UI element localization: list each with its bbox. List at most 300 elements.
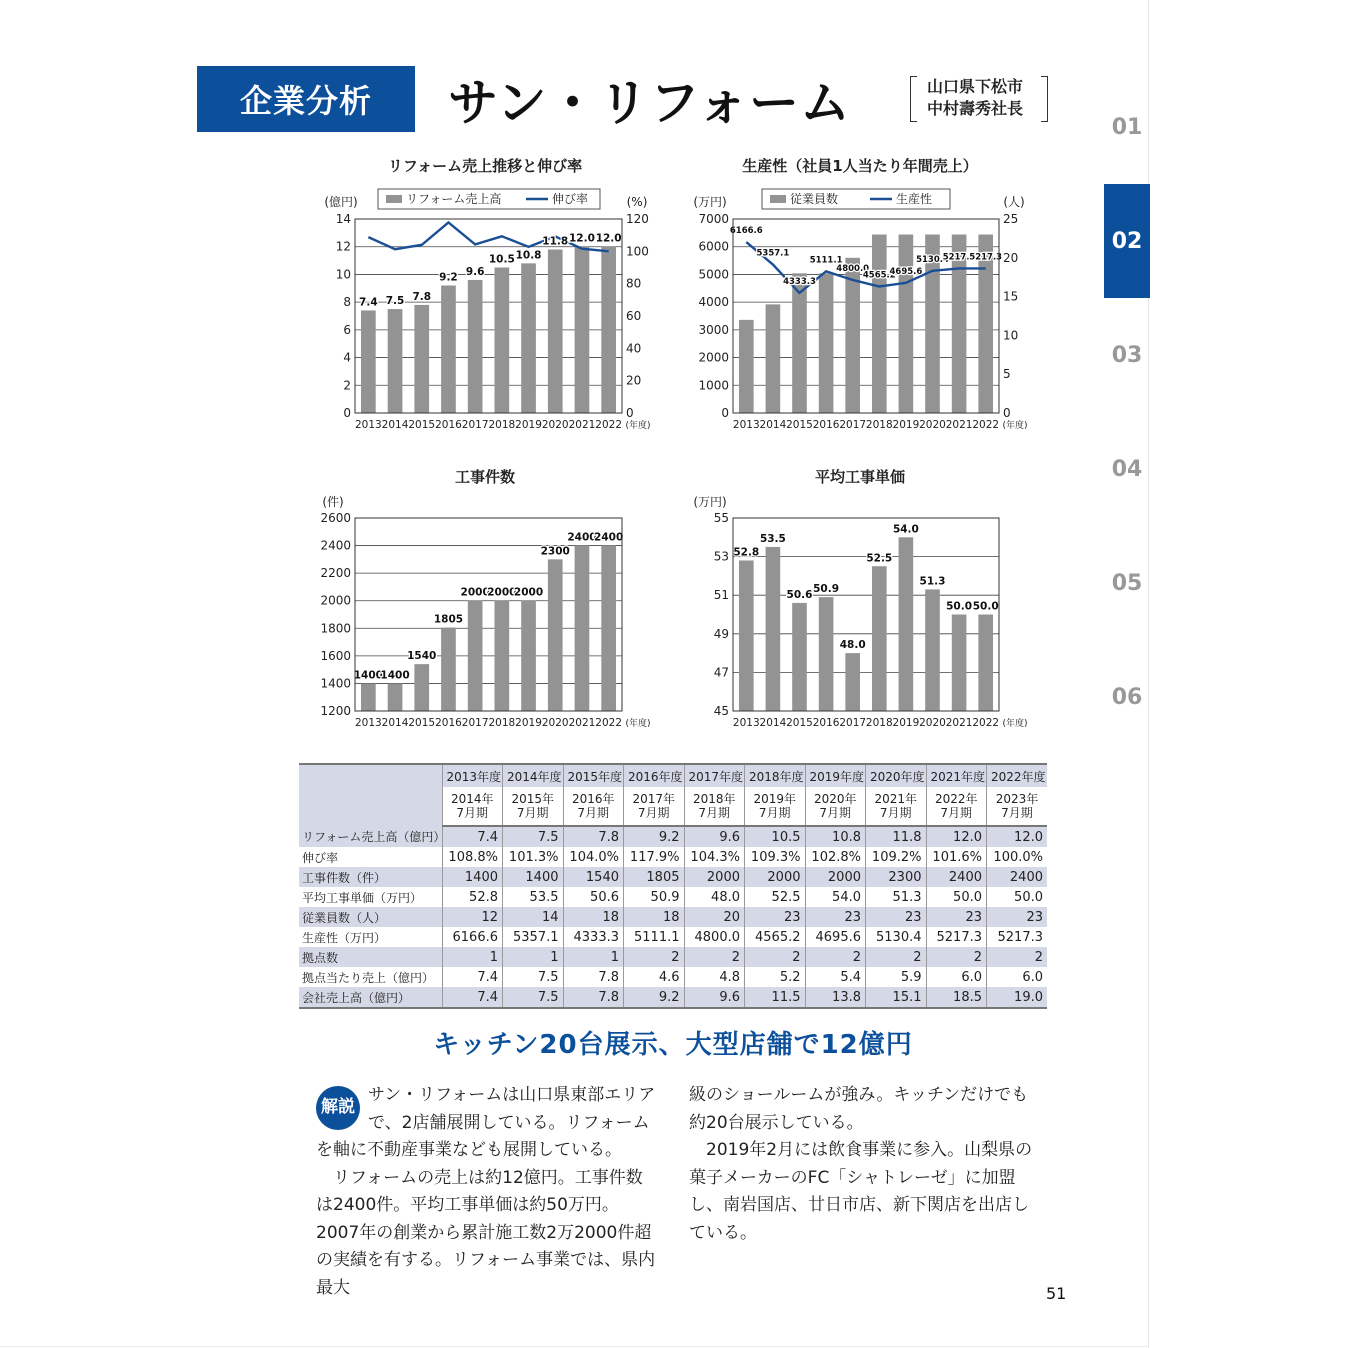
table-cell: 50.0: [987, 887, 1048, 907]
bar: [521, 601, 536, 711]
y2-tick-label: 0: [1003, 406, 1011, 420]
table-cell: 5217.3: [987, 927, 1048, 947]
y-tick-label: 4: [343, 350, 351, 365]
data-label: 5130.4: [916, 254, 949, 265]
legend-bar-swatch: [386, 195, 402, 203]
x-tick-label: 2013: [354, 717, 382, 729]
table-cell: 1540: [563, 867, 624, 887]
table-cell: 2: [684, 947, 745, 967]
table-header-period: 2016年 7月期: [563, 787, 624, 826]
table-cell: 51.3: [866, 887, 927, 907]
x-tick-label: 2018: [488, 717, 516, 729]
legend-label: 生産性: [896, 192, 933, 206]
y2-tick-label: 80: [626, 276, 642, 291]
data-label: 5217.3: [969, 252, 1003, 263]
y-tick-label: 2: [343, 378, 351, 393]
data-label: 1805: [433, 613, 464, 626]
x-axis-unit: (年度): [625, 421, 651, 431]
x-tick-label: 2020: [919, 419, 946, 431]
bar: [575, 546, 590, 711]
table-cell: 5111.1: [624, 927, 685, 947]
bar: [388, 683, 403, 711]
article-column-left: [316, 1082, 658, 1302]
table-cell: 7.4: [442, 826, 503, 847]
x-tick-label: 2013: [354, 419, 382, 431]
bar: [766, 304, 781, 413]
x-tick-label: 2015: [408, 419, 436, 431]
table-header-year: 2022年度: [987, 764, 1048, 787]
page-title: サン・リフォーム: [448, 74, 851, 132]
table-cell: 2: [926, 947, 987, 967]
y-tick-label: 4000: [698, 295, 729, 310]
row-label: 工事件数（件）: [299, 867, 442, 887]
table-cell: 50.9: [624, 887, 685, 907]
x-tick-label: 2022: [595, 419, 623, 431]
data-label: 12.0: [568, 232, 595, 245]
bar: [739, 320, 754, 413]
x-axis-unit: (年度): [1002, 421, 1028, 431]
bar: [548, 559, 563, 711]
y-tick-label: 1200: [320, 704, 351, 718]
legend-label: リフォーム売上高: [406, 192, 502, 206]
y-tick-label: 45: [713, 704, 729, 718]
data-label: 4695.6: [889, 266, 923, 277]
x-tick-label: 2016: [435, 717, 462, 729]
x-axis-unit: (年度): [1002, 719, 1028, 729]
table-header-period: 2017年 7月期: [624, 787, 685, 826]
bar: [521, 263, 536, 413]
table-cell: 52.5: [745, 887, 806, 907]
x-tick-label: 2022: [972, 717, 1000, 729]
x-tick-label: 2013: [732, 717, 760, 729]
data-label: 2000: [513, 586, 544, 599]
y2-tick-label: 0: [626, 406, 634, 420]
data-label: 7.4: [359, 296, 378, 309]
y2-tick-label: 40: [626, 341, 642, 356]
table-header-period: 2023年 7月期: [987, 787, 1048, 826]
x-tick-label: 2019: [515, 419, 542, 431]
table-cell: 23: [987, 907, 1048, 927]
x-tick-label: 2021: [945, 419, 973, 431]
table-cell: 7.8: [563, 987, 624, 1008]
table-header-year: 2017年度: [684, 764, 745, 787]
bar: [495, 268, 510, 414]
y-tick-label: 6: [343, 322, 351, 337]
data-label: 48.0: [839, 639, 866, 652]
table-cell: 7.5: [503, 826, 564, 847]
y2-tick-label: 100: [626, 244, 649, 259]
chart-title: 工事件数: [454, 468, 516, 486]
data-label: 4333.3: [783, 276, 816, 287]
bar: [575, 247, 590, 413]
y-axis-unit: (万円): [693, 495, 727, 509]
y-tick-label: 2000: [698, 350, 729, 365]
table-cell: 10.8: [805, 826, 866, 847]
x-tick-label: 2014: [381, 717, 409, 729]
table-cell: 7.5: [503, 967, 564, 987]
bar: [495, 601, 510, 711]
chart-title: 生産性（社員1人当たり年間売上）: [742, 157, 978, 175]
table-cell: 5357.1: [503, 927, 564, 947]
legend-bar-swatch: [770, 195, 786, 203]
table-cell: 104.0%: [563, 847, 624, 867]
bar: [872, 566, 887, 711]
table-header-period: 2020年 7月期: [805, 787, 866, 826]
data-label: 52.5: [866, 552, 893, 565]
bar: [441, 628, 456, 711]
table-cell: 5.4: [805, 967, 866, 987]
row-label: 伸び率: [302, 850, 339, 865]
data-label: 1400: [380, 669, 410, 682]
chart-title: 平均工事単価: [814, 468, 906, 486]
x-tick-label: 2019: [892, 717, 920, 729]
tab-06[interactable]: 06: [1111, 684, 1143, 710]
y-tick-label: 2000: [320, 593, 351, 608]
y-tick-label: 47: [713, 665, 729, 680]
row-label: 拠点数: [299, 947, 442, 967]
y-tick-label: 49: [713, 626, 729, 641]
data-label: 52.8: [733, 546, 760, 559]
data-label: 1400: [353, 669, 383, 682]
section-badge: 企業分析: [197, 66, 415, 132]
table-cell: 2: [745, 947, 806, 967]
y-tick-label: 1000: [698, 378, 729, 393]
table-header-period: 2014年 7月期: [442, 787, 503, 826]
data-label: 2000: [460, 586, 490, 599]
y-axis-unit: (件): [322, 495, 344, 509]
data-label: 50.9: [813, 583, 840, 596]
y-tick-label: 0: [721, 406, 729, 420]
table-cell: 9.6: [684, 826, 745, 847]
table-cell: 5.2: [745, 967, 806, 987]
x-tick-label: 2017: [461, 419, 489, 431]
table-cell: 4333.3: [563, 927, 624, 947]
article-column-right: [689, 1082, 1035, 1247]
table-header-period: 2019年 7月期: [745, 787, 806, 826]
table-cell: 10.5: [745, 826, 806, 847]
data-label: 50.6: [786, 588, 813, 601]
y-tick-label: 6000: [698, 239, 729, 254]
row-label: 平均工事単価（万円）: [302, 890, 423, 905]
bar: [819, 597, 834, 711]
tab-03[interactable]: 03: [1111, 342, 1143, 368]
table-cell: 6.0: [987, 967, 1048, 987]
financial-table: [299, 763, 1047, 1009]
table-header-period: 2022年 7月期: [926, 787, 987, 826]
table-cell: 7.8: [563, 826, 624, 847]
table-cell: 20: [684, 907, 745, 927]
data-label: 2300: [540, 545, 570, 558]
table-cell: 23: [926, 907, 987, 927]
table-cell: 4565.2: [745, 927, 806, 947]
x-tick-label: 2015: [786, 717, 813, 729]
y-tick-label: 5000: [698, 267, 729, 282]
y2-tick-label: 20: [626, 373, 642, 388]
x-tick-label: 2016: [812, 717, 840, 729]
data-label: 11.8: [542, 235, 569, 248]
tab-05[interactable]: 05: [1111, 570, 1143, 596]
bar: [899, 537, 914, 711]
x-tick-label: 2017: [461, 717, 489, 729]
table-cell: 2: [987, 947, 1048, 967]
x-tick-label: 2021: [945, 717, 973, 729]
y2-axis-unit: (%): [626, 195, 648, 209]
table-header-year: 2020年度: [866, 764, 927, 787]
table-header-year: 2015年度: [563, 764, 624, 787]
x-tick-label: 2022: [595, 717, 623, 729]
location-text: 山口県下松市: [927, 77, 1024, 96]
y2-tick-label: 10: [1003, 328, 1019, 343]
table-cell: 7.4: [442, 987, 503, 1008]
x-tick-label: 2018: [865, 419, 893, 431]
data-label: 7.5: [385, 295, 405, 308]
table-cell: 108.8%: [442, 847, 503, 867]
y-tick-label: 53: [713, 549, 729, 564]
data-label: 1540: [407, 650, 437, 663]
bar: [361, 310, 376, 413]
page-number: 51: [1046, 1284, 1067, 1303]
article-paragraph: サン・リフォームは山口県東部エリアで、2店舗展開している。リフォームを軸に不動産事業なども展開している。: [316, 1085, 656, 1160]
table-cell: 48.0: [684, 887, 745, 907]
table-cell: 4.8: [684, 967, 745, 987]
table-cell: 52.8: [442, 887, 503, 907]
data-label: 9.6: [465, 265, 485, 278]
table-cell: 2000: [745, 867, 806, 887]
x-tick-label: 2021: [568, 419, 596, 431]
table-cell: 5217.3: [926, 927, 987, 947]
table-cell: 5130.4: [866, 927, 927, 947]
y-tick-label: 1400: [320, 676, 351, 691]
table-cell: 2: [866, 947, 927, 967]
table-cell: 50.6: [563, 887, 624, 907]
page-bottom-edge: [0, 1346, 1148, 1347]
row-label: 従業員数（人）: [299, 907, 442, 927]
table-cell: 1: [442, 947, 503, 967]
table-row: [299, 987, 1047, 1008]
table-cell: 2400: [926, 867, 987, 887]
bar: [739, 560, 754, 711]
row-label: 生産性（万円）: [302, 930, 387, 945]
y2-tick-label: 60: [626, 309, 642, 323]
row-label: リフォーム売上高（億円）: [299, 826, 442, 847]
table-row: [299, 927, 1047, 947]
y-tick-label: 12: [335, 239, 351, 254]
table-cell: 6.0: [926, 967, 987, 987]
x-tick-label: 2020: [541, 419, 569, 431]
table-cell: 9.2: [624, 826, 685, 847]
bar: [925, 589, 940, 711]
table-cell: 11.5: [745, 987, 806, 1008]
table-cell: 9.6: [684, 987, 745, 1008]
table-cell: 7.4: [442, 967, 503, 987]
y-tick-label: 0: [343, 406, 351, 420]
table-cell: 1805: [624, 867, 685, 887]
legend-label: 伸び率: [552, 192, 589, 206]
bar: [792, 603, 807, 711]
table-cell: 54.0: [805, 887, 866, 907]
y-tick-label: 10: [335, 267, 351, 282]
x-tick-label: 2021: [568, 717, 596, 729]
x-tick-label: 2018: [488, 419, 516, 431]
row-label: 会社売上高（億円）: [299, 987, 442, 1008]
table-header-year: 2019年度: [805, 764, 866, 787]
data-label: 5357.1: [756, 248, 790, 259]
data-label: 4565.2: [862, 270, 896, 281]
table-cell: 109.2%: [866, 847, 927, 867]
y2-tick-label: 20: [1003, 250, 1019, 265]
table-cell: 23: [866, 907, 927, 927]
table-cell: 1400: [442, 867, 503, 887]
table-cell: 4800.0: [684, 927, 745, 947]
table-cell: 6166.6: [442, 927, 503, 947]
table-cell: 2300: [866, 867, 927, 887]
table-cell: 2000: [684, 867, 745, 887]
data-label: 50.0: [972, 600, 999, 613]
table-header-year: 2018年度: [745, 764, 806, 787]
table-header-period: 2018年 7月期: [684, 787, 745, 826]
y2-tick-label: 120: [626, 212, 649, 226]
y-tick-label: 14: [335, 212, 351, 226]
data-label: 54.0: [892, 523, 919, 536]
table-cell: 2: [624, 947, 685, 967]
data-label: 5217.3: [942, 252, 976, 263]
data-label: 2400: [567, 531, 597, 544]
y2-tick-label: 15: [1003, 289, 1019, 304]
table-row: [299, 867, 1047, 887]
tab-04[interactable]: 04: [1111, 456, 1143, 482]
table-cell: 7.8: [563, 967, 624, 987]
bar: [468, 601, 483, 711]
y2-tick-label: 5: [1003, 367, 1011, 382]
x-tick-label: 2015: [786, 419, 813, 431]
table-row: [299, 967, 1047, 987]
table-row: [299, 947, 1047, 967]
bar: [388, 309, 403, 413]
x-tick-label: 2017: [839, 717, 867, 729]
table-cell: 102.8%: [805, 847, 866, 867]
bar: [978, 615, 993, 712]
y-tick-label: 3000: [698, 322, 729, 337]
table-cell: 2000: [805, 867, 866, 887]
commentary-badge: 解説: [316, 1086, 360, 1130]
y2-tick-label: 25: [1003, 212, 1019, 226]
table-cell: 53.5: [503, 887, 564, 907]
x-tick-label: 2015: [408, 717, 436, 729]
data-label: 51.3: [919, 575, 946, 588]
y-tick-label: 1600: [320, 648, 351, 663]
bar: [872, 235, 887, 413]
bar: [952, 615, 967, 712]
y-tick-label: 2600: [320, 511, 351, 525]
table-row: [299, 907, 1047, 927]
table-header-period: 2015年 7月期: [503, 787, 564, 826]
table-cell: 14: [503, 907, 564, 927]
y2-axis-unit: (人): [1003, 195, 1025, 209]
x-tick-label: 2019: [515, 717, 542, 729]
x-tick-label: 2019: [892, 419, 920, 431]
table-header-period: 2021年 7月期: [866, 787, 927, 826]
bar: [414, 664, 429, 711]
bar: [845, 653, 860, 711]
x-tick-label: 2014: [759, 717, 787, 729]
x-tick-label: 2014: [759, 419, 787, 431]
table-header-year: 2014年度: [503, 764, 564, 787]
table-cell: 18: [624, 907, 685, 927]
table-row: [299, 847, 1047, 867]
table-cell: 2400: [987, 867, 1048, 887]
table-cell: 1: [563, 947, 624, 967]
row-label: 拠点当たり売上（億円）: [302, 970, 435, 985]
data-label: 7.8: [412, 290, 432, 303]
table-cell: 104.3%: [684, 847, 745, 867]
table-cell: 19.0: [987, 987, 1048, 1008]
table-cell: 13.8: [805, 987, 866, 1008]
data-label: 10.8: [515, 249, 542, 262]
x-tick-label: 2018: [865, 717, 893, 729]
data-label: 5111.1: [809, 255, 843, 266]
x-tick-label: 2017: [839, 419, 867, 431]
y-tick-label: 8: [343, 295, 351, 310]
x-tick-label: 2016: [812, 419, 840, 431]
tab-02[interactable]: 02: [1104, 184, 1150, 298]
table-cell: 11.8: [866, 826, 927, 847]
bar: [548, 249, 563, 413]
data-label: 4800.0: [836, 263, 870, 274]
table-cell: 23: [805, 907, 866, 927]
table-header-year: 2013年度: [442, 764, 503, 787]
x-tick-label: 2013: [732, 419, 760, 431]
bar: [819, 273, 834, 413]
table-header-year: 2016年度: [624, 764, 685, 787]
y-tick-label: 2200: [320, 566, 351, 581]
data-label: 9.2: [439, 271, 458, 284]
table-cell: 50.0: [926, 887, 987, 907]
data-label: 10.5: [488, 253, 515, 266]
x-tick-label: 2022: [972, 419, 1000, 431]
table-row: [299, 826, 1047, 847]
table-row: [299, 887, 1047, 907]
tab-01[interactable]: 01: [1111, 114, 1143, 140]
x-tick-label: 2020: [919, 717, 946, 729]
table-cell: 109.3%: [745, 847, 806, 867]
y-tick-label: 7000: [698, 212, 729, 226]
bar: [766, 547, 781, 711]
bar: [601, 546, 616, 711]
table-cell: 7.5: [503, 987, 564, 1008]
data-label: 12.0: [595, 232, 622, 245]
bar: [441, 286, 456, 413]
y-tick-label: 1800: [320, 621, 351, 636]
y-tick-label: 2400: [320, 538, 351, 553]
table-cell: 18.5: [926, 987, 987, 1008]
x-tick-label: 2014: [381, 419, 409, 431]
data-label: 2400: [594, 531, 624, 544]
president-text: 中村壽秀社長: [927, 99, 1024, 118]
legend-label: 従業員数: [790, 192, 839, 206]
article-paragraph: 2019年2月には飲食事業に参入。山梨県の菓子メーカーのFC「シャトレーゼ」に加盟し、南岩国店、廿日市店、新下関店を出店している。: [689, 1140, 1033, 1243]
table-cell: 1400: [503, 867, 564, 887]
table-cell: 101.6%: [926, 847, 987, 867]
bar: [361, 683, 376, 711]
table-cell: 117.9%: [624, 847, 685, 867]
data-label: 2000: [487, 586, 517, 599]
data-label: 50.0: [946, 600, 973, 613]
table-cell: 4695.6: [805, 927, 866, 947]
data-label: 6166.6: [729, 226, 763, 237]
y-axis-unit: (億円): [324, 195, 358, 209]
data-label: 53.5: [759, 532, 786, 545]
article-paragraph: リフォームの売上は約12億円。工事件数は2400件。平均工事単価は約50万円。2007年の創業から累計施工数2万2000件超の実績を有する。リフォーム事業では、県内最大: [316, 1167, 656, 1298]
